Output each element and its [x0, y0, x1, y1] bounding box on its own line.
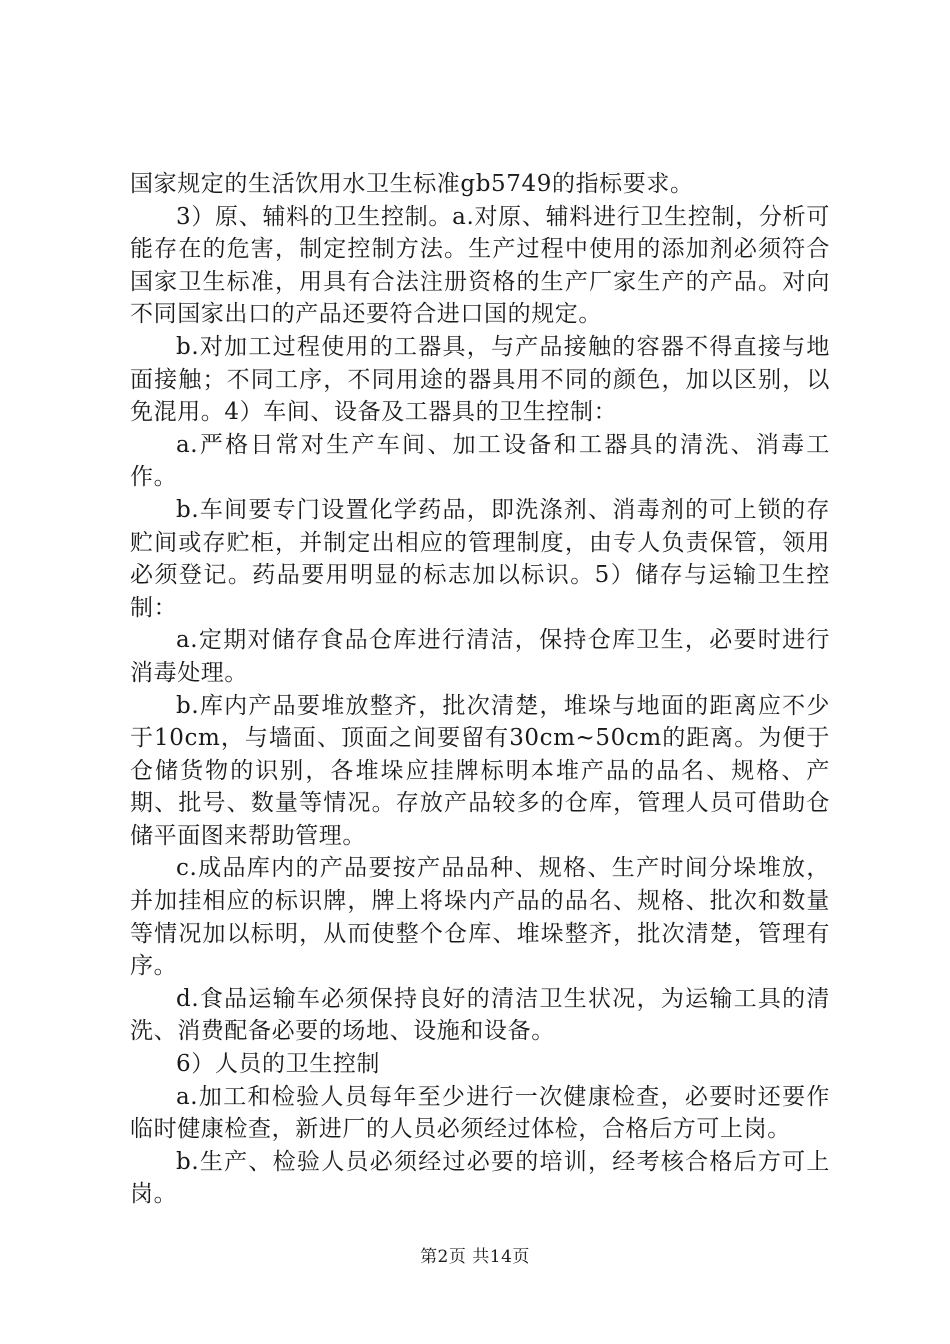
paragraph: a.严格日常对生产车间、加工设备和工器具的清洗、消毒工作。	[130, 431, 830, 491]
paragraph: c.成品库内的产品要按产品品种、规格、生产时间分垛堆放，并加挂相应的标识牌，牌上将垛内产品的品名、规格、批次和数量等情况加以标明，从而使整个仓库、堆垛整齐，批次清楚，管理有序。	[130, 855, 830, 980]
paragraph: b.车间要专门设置化学药品，即洗涤剂、消毒剂的可上锁的存贮间或存贮柜，并制定出相应的管理制度，由专人负责保管，领用必须登记。药品要用明显的标志加以标识。5）储存与运输卫生控制：	[130, 496, 830, 621]
paragraph: 6）人员的卫生控制	[176, 1051, 381, 1078]
paragraph: 3）原、辅料的卫生控制。a.对原、辅料进行卫生控制，分析可能存在的危害，制定控制方法。生产过程中使用的添加剂必须符合国家卫生标准，用具有合法注册资格的生产厂家生产的产品。对向不同国家出口的产品还要符合进口国的规定。	[130, 203, 830, 328]
paragraph: b.对加工过程使用的工器具，与产品接触的容器不得直接与地面接触；不同工序，不同用途的器具用不同的颜色，加以区别，以免混用。4）车间、设备及工器具的卫生控制：	[130, 333, 830, 426]
document-body	[130, 168, 830, 1211]
paragraph: d.食品运输车必须保持良好的清洁卫生状况，为运输工具的清洗、消费配备必要的场地、设施和设备。	[130, 985, 830, 1045]
paragraph: a.定期对储存食品仓库进行清洁，保持仓库卫生，必要时进行消毒处理。	[130, 627, 830, 686]
paragraph: a.加工和检验人员每年至少进行一次健康检查，必要时还要作临时健康检查，新进厂的人员必须经过体检，合格后方可上岗。	[130, 1083, 830, 1143]
paragraph: b.生产、检验人员必须经过必要的培训，经考核合格后方可上岗。	[130, 1148, 830, 1208]
paragraph: 国家规定的生活饮用水卫生标准gb5749的指标要求。	[130, 171, 694, 197]
paragraph: b.库内产品要堆放整齐，批次清楚，堆垛与地面的距离应不少于10cm，与墙面、顶面之间要留有30cm~50cm的距离。为便于仓储货物的识别，各堆垛应挂牌标明本堆产品的品名、规格、产期、批号、数量等情况。存放产品较多的仓库，管理人员可借助仓储平面图来帮助管理。	[130, 692, 830, 849]
page-number-footer: 第2页 共14页	[420, 1247, 530, 1267]
